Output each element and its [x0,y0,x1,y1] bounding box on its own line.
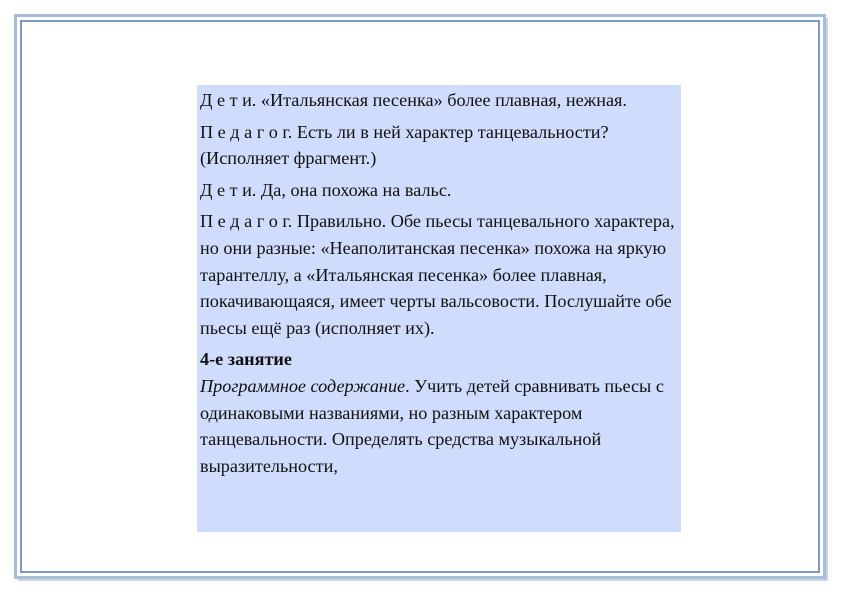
paragraph-children-2: Д е т и. Да, она похожа на вальс. [200,179,452,200]
paragraph-teacher-1: П е д а г о г. Есть ли в ней характер танцевальности? (Исполняет фрагмент.) [200,121,609,169]
paragraph-teacher-2: П е д а г о г. Правильно. Обе пьесы танцевального характера, но они разные: «Неаполитанская песенка» похожа на яркую тарантеллу, а «Итальянская песенка» более плавная, покачивающаяся, имеет черты вальсовости. Послушайте обе пьесы ещё раз (исполняет их). [200,211,675,338]
highlighted-text-block [197,85,681,532]
program-paragraph [200,373,678,479]
paragraph-children-1: Д е т и. «Итальянская песенка» более плавная, нежная. [200,90,627,110]
program-label: Программное содержание [200,375,406,396]
lesson-heading: 4-е занятие [200,349,292,370]
program-text: . Учить детей сравнивать пьесы с одинаковыми названиями, но разным характером танцевальности. Определять средства музыкальной выразительности, [200,375,664,476]
